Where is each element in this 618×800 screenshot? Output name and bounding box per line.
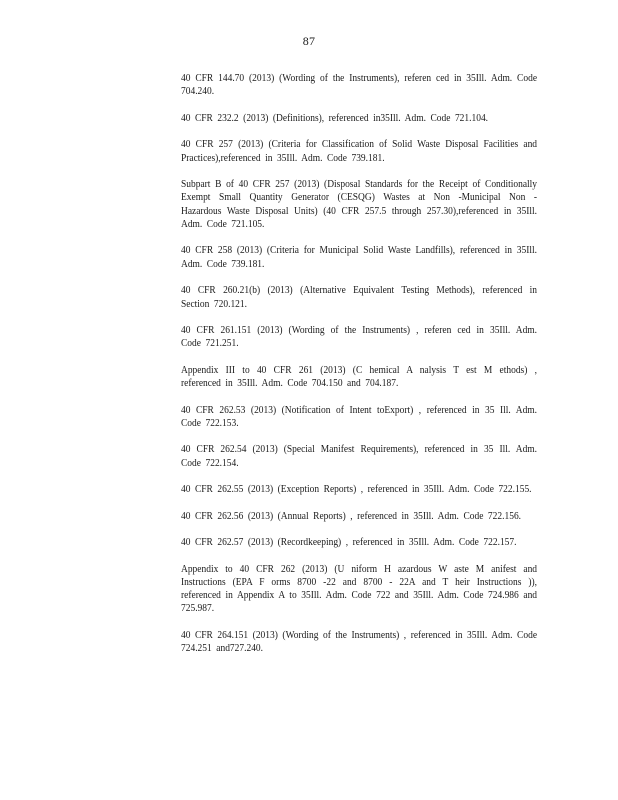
reference-entry: Appendix III to 40 CFR 261 (2013) (C hemical A nalysis T est M ethods) , referenced in 35Ill. Adm. Code 704.150 and 704.187. — [181, 363, 538, 390]
reference-entry: 40 CFR 144.70 (2013) (Wording of the Instruments), referen ced in 35Ill. Adm. Code 704.240. — [181, 72, 538, 98]
reference-entry: Subpart B of 40 CFR 257 (2013) (Disposal Standards for the Receipt of Conditionally Exempt Small Quantity Generator (CESQG) Wastes at Non -Municipal Non - Hazardous Waste Disposal Units) (40 CFR 257.5 through 257.30),referenced in 35Ill. Adm. Code 721.105. — [181, 178, 538, 230]
reference-entry: 40 CFR 262.56 (2013) (Annual Reports) , referenced in 35Ill. Adm. Code 722.156. — [181, 509, 522, 522]
page-number: 87 — [302, 34, 316, 48]
reference-entry: 40 CFR 262.53 (2013) (Notification of Intent toExport) , referenced in 35 Ill. Adm. Code 722.153. — [181, 403, 538, 429]
reference-entry: 40 CFR 261.151 (2013) (Wording of the Instruments) , referen ced in 35Ill. Adm. Code 721.251. — [181, 323, 538, 350]
reference-entry: 40 CFR 260.21(b) (2013) (Alternative Equivalent Testing Methods), referenced in Section 720.121. — [181, 284, 538, 310]
reference-entry: 40 CFR 262.55 (2013) (Exception Reports) , referenced in 35Ill. Adm. Code 722.155. — [181, 483, 532, 496]
reference-entry: 40 CFR 232.2 (2013) (Definitions), referenced in35Ill. Adm. Code 721.104. — [181, 111, 489, 124]
reference-entry: 40 CFR 264.151 (2013) (Wording of the Instruments) , referenced in 35Ill. Adm. Code 724.251 and727.240. — [181, 628, 538, 655]
reference-list — [181, 72, 537, 669]
reference-entry: 40 CFR 262.54 (2013) (Special Manifest Requirements), referenced in 35 Ill. Adm. Code 722.154. — [181, 443, 538, 469]
reference-entry: 40 CFR 258 (2013) (Criteria for Municipal Solid Waste Landfills), referenced in 35Ill. Adm. Code 739.181. — [181, 244, 538, 270]
reference-entry: 40 CFR 262.57 (2013) (Recordkeeping) , referenced in 35Ill. Adm. Code 722.157. — [181, 536, 517, 549]
reference-entry: Appendix to 40 CFR 262 (2013) (U niform H azardous W aste M anifest and Instructions (EPA F orms 8700 -22 and 8700 - 22A and T heir Instructions )), referenced in Appendix A to 35Ill. Adm. Code 722 and 35Ill. Adm. Code 724.986 and 725.987. — [181, 562, 538, 615]
reference-entry: 40 CFR 257 (2013) (Criteria for Classification of Solid Waste Disposal Facilities and Practices),referenced in 35Ill. Adm. Code 739.181. — [181, 138, 538, 164]
